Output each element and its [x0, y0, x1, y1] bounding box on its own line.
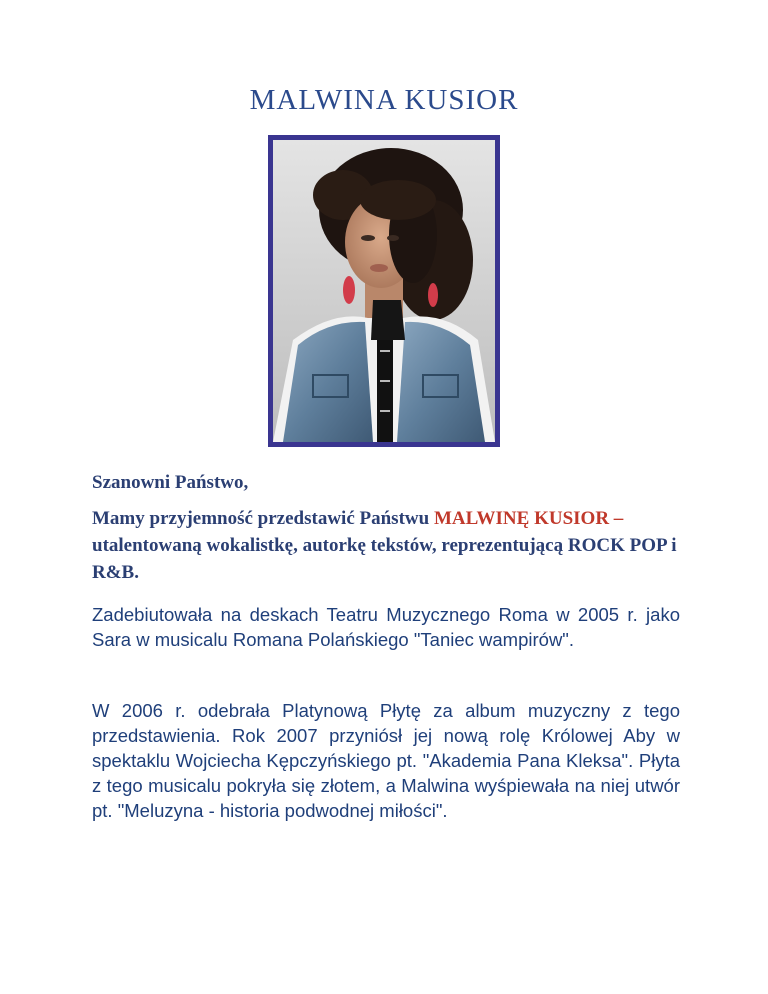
intro-lead: Mamy przyjemność przedstawić Państwu: [92, 508, 434, 529]
page-title: MALWINA KUSIOR: [249, 84, 519, 116]
artist-name-highlight: MALWINĘ KUSIOR –: [433, 508, 624, 529]
intro-paragraph: [92, 505, 692, 586]
bio-paragraph-debut: Zadebiutowała na deskach Teatru Muzycznego Roma w 2005 r. jako Sara w musicalu Romana Polańskiego "Taniec wampirów".: [92, 604, 680, 650]
portrait-illustration: [273, 140, 495, 442]
greeting: Szanowni Państwo,: [92, 472, 249, 493]
portrait-photo: [268, 135, 500, 447]
intro-rest: utalentowaną wokalistkę, autorkę tekstów, reprezentującą ROCK POP i R&B.: [92, 535, 677, 583]
bio-paragraph-awards: W 2006 r. odebrała Platynową Płytę za album muzyczny z tego przedstawienia. Rok 2007 przyniósł jej nową rolę Królowej Aby w spektaklu Wojciecha Kępczyńskiego pt. "Akademia Pana Kleksa". Płyta z tego musicalu pokryła się złotem, a Malwina wyśpiewała na niej utwór pt. "Meluzyna - historia podwodnej miłości".: [92, 700, 680, 821]
